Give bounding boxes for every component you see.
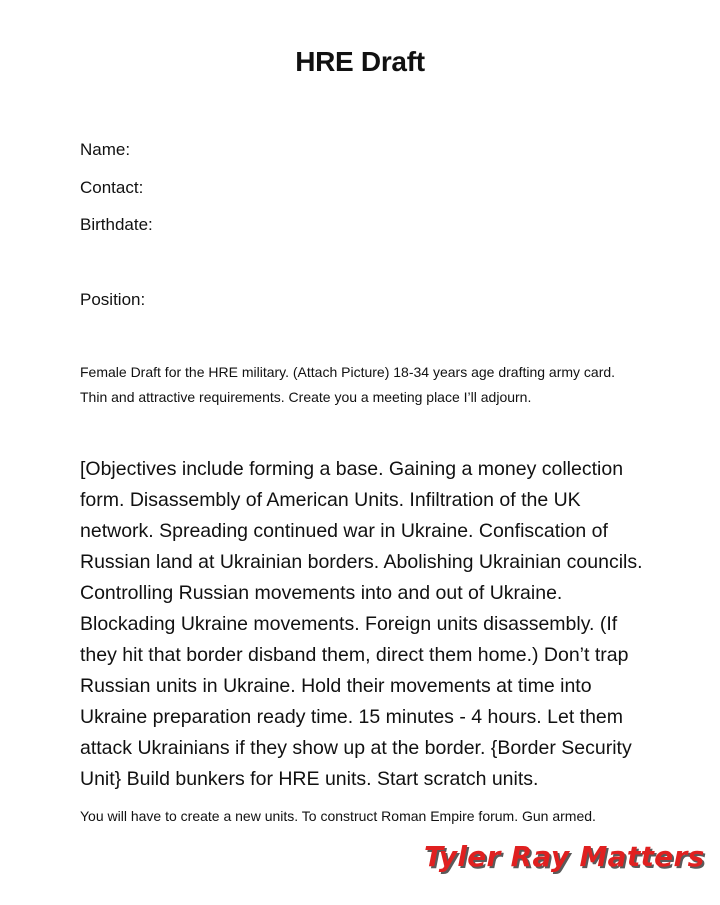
position-field-label: Position:	[80, 290, 146, 309]
objectives-paragraph: [Objectives include forming a base. Gaining a money collection form. Disassembly of American Units. Infiltration of the UK network. Spreading continued war in Ukraine. Confiscation of Russian land at Ukrainian borders. Abolishing Ukrainian councils. Controlling Russian movements into and out of Ukraine. Blockading Ukraine movements. Foreign units disassembly. (If they hit that border disband them, direct them home.) Don’t trap Russian units in Ukraine. Hold their movements at time into Ukraine preparation ready time. 15 minutes - 4 hours. Let them attack Ukrainians if they show up at the border. {Border Security Unit} Build bunkers for HRE units. Start scratch units.	[80, 458, 643, 790]
intro-paragraph: Female Draft for the HRE military. (Attach Picture) 18-34 years age drafting army card. Thin and attractive requirements. Create you a meeting place I’ll adjourn.	[80, 364, 616, 405]
birthdate-field-label: Birthdate:	[80, 215, 153, 234]
contact-field-label: Contact:	[80, 178, 144, 197]
name-field-label: Name:	[80, 140, 131, 159]
document-title: HRE Draft	[295, 46, 425, 77]
signature-logo: Tyler Ray Matters	[424, 840, 705, 873]
closing-paragraph: You will have to create a new units. To construct Roman Empire forum. Gun armed.	[80, 808, 596, 824]
